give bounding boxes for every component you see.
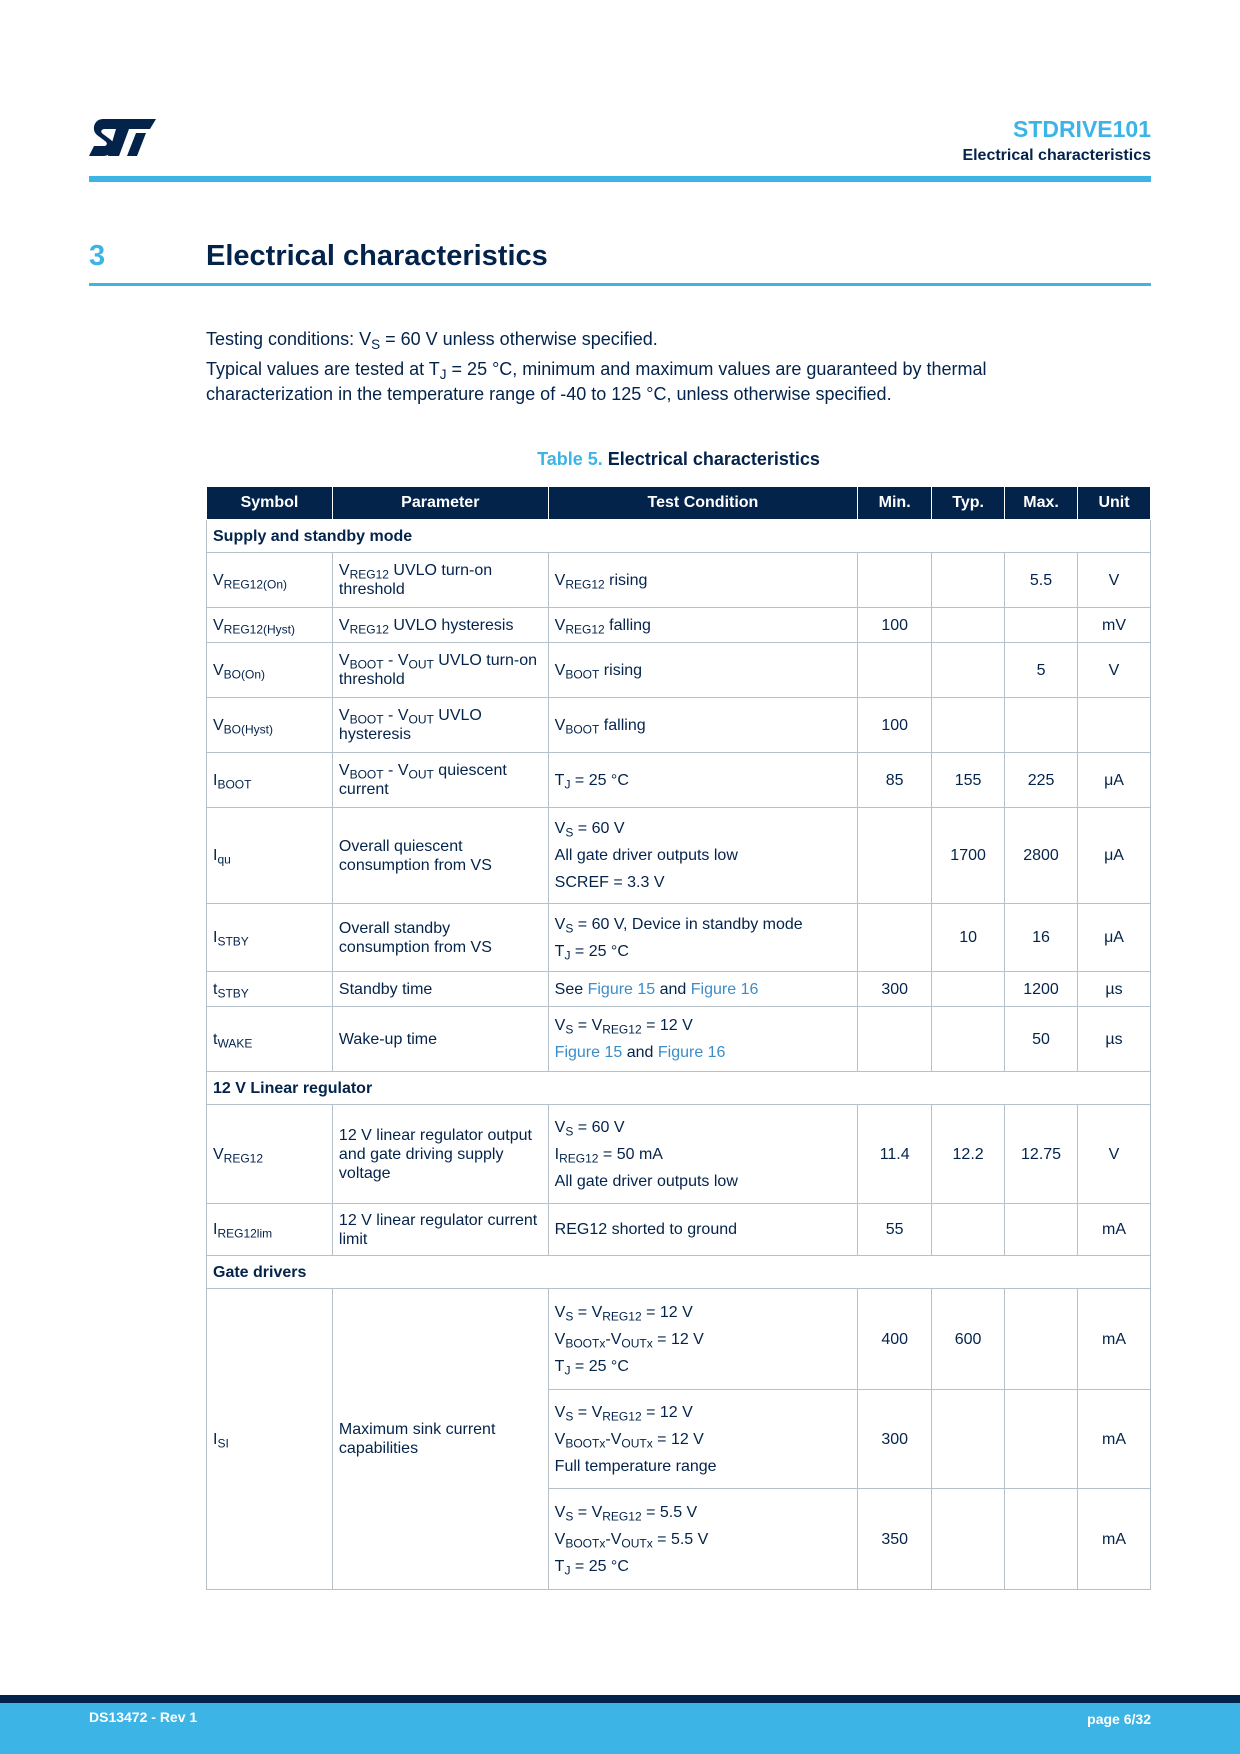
max-cell <box>1005 698 1078 753</box>
max-cell <box>1005 1390 1078 1489</box>
min-cell <box>858 904 932 972</box>
symbol-cell: $I_{STBY}$ <box>207 904 333 972</box>
parameter-cell: $V_{BOOT} - V_{OUT}$ UVLO hysteresis <box>332 698 548 753</box>
table-row <box>207 608 1151 643</box>
condition-cell: $V_S = 60$ V $I_{REG12} = 50$ mA All gate driver outputs low <box>548 1105 858 1204</box>
typical-values-paragraph: Typical values are tested at $T_J = 25$ °C, minimum and maximum values are guaranteed by thermal characterization in the temperature range of -40 to 125 °C, unless otherwise specified. <box>206 359 987 404</box>
figure-16-link[interactable]: Figure 16 <box>657 1044 726 1061</box>
max-cell: 1200 <box>1005 972 1078 1007</box>
header-product-name: STDRIVE101 <box>1012 116 1151 142</box>
section-row-supply <box>207 520 1151 553</box>
symbol-cell: $V_{BO(Hyst)}$ <box>207 698 333 753</box>
table-header-row <box>207 487 1151 520</box>
parameter-cell: $V_{REG12}$ UVLO turn-on threshold <box>332 553 548 608</box>
max-cell: 5 <box>1005 643 1078 698</box>
typ-cell <box>932 1390 1005 1489</box>
min-cell: 300 <box>858 1390 932 1489</box>
condition-cell: REG12 shorted to ground <box>548 1204 858 1256</box>
condition-cell: $V_S = 60$ V, Device in standby mode $T_J = 25$ °C <box>548 904 858 972</box>
section-label: 12 V Linear regulator <box>207 1072 1151 1105</box>
st-logo <box>89 119 156 156</box>
table-row <box>207 1007 1151 1072</box>
unit-cell: mV <box>1078 608 1151 643</box>
section-number: 3 <box>89 240 106 272</box>
parameter-cell: Overall standby consumption from VS <box>332 904 548 972</box>
condition-cell: See Figure 15 and Figure 16 <box>548 972 858 1007</box>
typ-cell: 10 <box>932 904 1005 972</box>
parameter-cell: $V_{BOOT} - V_{OUT}$ UVLO turn-on threshold <box>332 643 548 698</box>
col-header-symbol: Symbol <box>207 487 333 520</box>
condition-cell: $V_S = V_{REG12} = 12$ V Figure 15 and Figure 16 <box>548 1007 858 1072</box>
max-cell: 2800 <box>1005 808 1078 904</box>
max-cell <box>1005 1289 1078 1390</box>
min-cell <box>858 1007 932 1072</box>
min-cell: 100 <box>858 698 932 753</box>
condition-cell: $V_S = 60$ V All gate driver outputs low SCREF = 3.3 V <box>548 808 858 904</box>
unit-cell: V <box>1078 553 1151 608</box>
typ-cell <box>932 553 1005 608</box>
typ-cell <box>932 643 1005 698</box>
section-label: Supply and standby mode <box>207 520 1151 553</box>
parameter-cell: Overall quiescent consumption from VS <box>332 808 548 904</box>
min-cell <box>858 643 932 698</box>
section-label: Gate drivers <box>207 1256 1151 1289</box>
symbol-cell: $I_{BOOT}$ <box>207 753 333 808</box>
condition-cell: $V_S = V_{REG12} = 5.5$ V $V_{BOOTx}-V_{OUTx} = 5.5$ V $T_J = 25$ °C <box>548 1489 858 1590</box>
condition-cell: $V_{REG12}$ falling <box>548 608 858 643</box>
typ-cell <box>932 608 1005 643</box>
condition-cell: $V_S = V_{REG12} = 12$ V $V_{BOOTx}-V_{OUTx} = 12$ V Full temperature range <box>548 1390 858 1489</box>
condition-cell: $V_{REG12}$ rising <box>548 553 858 608</box>
max-cell: 5.5 <box>1005 553 1078 608</box>
section-rule <box>89 283 1151 286</box>
condition-cell: $T_J = 25$ °C <box>548 753 858 808</box>
parameter-cell: Maximum sink current capabilities <box>332 1289 548 1590</box>
max-cell: 50 <box>1005 1007 1078 1072</box>
min-cell: 11.4 <box>858 1105 932 1204</box>
section-row-gate-drivers <box>207 1256 1151 1289</box>
min-cell: 300 <box>858 972 932 1007</box>
parameter-cell: 12 V linear regulator output and gate driving supply voltage <box>332 1105 548 1204</box>
unit-cell: μA <box>1078 753 1151 808</box>
unit-cell: μA <box>1078 808 1151 904</box>
table-row <box>207 972 1151 1007</box>
testing-conditions-paragraph: Testing conditions: $V_S = 60$ V unless otherwise specified. <box>206 329 658 352</box>
unit-cell: μA <box>1078 904 1151 972</box>
symbol-cell: $t_{WAKE}$ <box>207 1007 333 1072</box>
parameter-cell: Standby time <box>332 972 548 1007</box>
typ-cell <box>932 698 1005 753</box>
figure-15-link[interactable]: Figure 15 <box>554 1044 623 1061</box>
min-cell <box>858 553 932 608</box>
col-header-typ: Typ. <box>932 487 1005 520</box>
section-row-linear-regulator <box>207 1072 1151 1105</box>
max-cell: 225 <box>1005 753 1078 808</box>
header-rule <box>89 176 1151 182</box>
table-row <box>207 643 1151 698</box>
symbol-cell: $V_{REG12(Hyst)}$ <box>207 608 333 643</box>
footer-doc-id: DS13472 - Rev 1 <box>89 1709 198 1725</box>
max-cell <box>1005 1489 1078 1590</box>
footer-dark-band <box>0 1695 1240 1703</box>
typ-cell: 1700 <box>932 808 1005 904</box>
typ-cell <box>932 1489 1005 1590</box>
typ-cell: 600 <box>932 1289 1005 1390</box>
min-cell: 400 <box>858 1289 932 1390</box>
table-row <box>207 904 1151 972</box>
unit-cell: mA <box>1078 1289 1151 1390</box>
parameter-cell: 12 V linear regulator current limit <box>332 1204 548 1256</box>
parameter-cell: $V_{REG12}$ UVLO hysteresis <box>332 608 548 643</box>
condition-cell: $V_{BOOT}$ falling <box>548 698 858 753</box>
section-title: Electrical characteristics <box>206 240 548 272</box>
table-row <box>207 1105 1151 1204</box>
min-cell: 85 <box>858 753 932 808</box>
symbol-cell: $V_{REG12(On)}$ <box>207 553 333 608</box>
figure-16-link[interactable]: Figure 16 <box>690 980 759 998</box>
symbol-cell: $I_{qu}$ <box>207 808 333 904</box>
min-cell: 55 <box>858 1204 932 1256</box>
max-cell: 16 <box>1005 904 1078 972</box>
col-header-unit: Unit <box>1078 487 1151 520</box>
unit-cell: V <box>1078 1105 1151 1204</box>
footer-page-number: page 6/32 <box>1087 1711 1151 1727</box>
unit-cell: mA <box>1078 1204 1151 1256</box>
unit-cell: mA <box>1078 1390 1151 1489</box>
condition-cell: $V_S = V_{REG12} = 12$ V $V_{BOOTx}-V_{OUTx} = 12$ V $T_J = 25$ °C <box>548 1289 858 1390</box>
parameter-cell: $V_{BOOT} - V_{OUT}$ quiescent current <box>332 753 548 808</box>
table-row <box>207 1289 1151 1390</box>
col-header-parameter: Parameter <box>332 487 548 520</box>
min-cell: 350 <box>858 1489 932 1590</box>
min-cell: 100 <box>858 608 932 643</box>
min-cell <box>858 808 932 904</box>
max-cell <box>1005 1204 1078 1256</box>
typ-cell <box>932 1204 1005 1256</box>
unit-cell: µs <box>1078 972 1151 1007</box>
col-header-max: Max. <box>1005 487 1078 520</box>
col-header-test-condition: Test Condition <box>548 487 858 520</box>
table-title: Electrical characteristics <box>607 449 820 469</box>
parameter-cell: Wake-up time <box>332 1007 548 1072</box>
condition-cell: $V_{BOOT}$ rising <box>548 643 858 698</box>
table-row <box>207 698 1151 753</box>
unit-cell: mA <box>1078 1489 1151 1590</box>
unit-cell: µs <box>1078 1007 1151 1072</box>
symbol-cell: $I_{REG12lim}$ <box>207 1204 333 1256</box>
col-header-min: Min. <box>858 487 932 520</box>
table-row <box>207 753 1151 808</box>
table-row <box>207 553 1151 608</box>
symbol-cell: $I_{SI}$ <box>207 1289 333 1590</box>
figure-15-link[interactable]: Figure 15 <box>587 980 656 998</box>
typ-cell <box>932 972 1005 1007</box>
unit-cell <box>1078 698 1151 753</box>
typ-cell <box>932 1007 1005 1072</box>
typ-cell: 155 <box>932 753 1005 808</box>
electrical-characteristics-table <box>206 486 1151 1590</box>
typ-cell: 12.2 <box>932 1105 1005 1204</box>
table-number: Table 5. <box>537 449 603 469</box>
table-row <box>207 808 1151 904</box>
table-caption <box>206 449 1151 470</box>
unit-cell: V <box>1078 643 1151 698</box>
header-section-name: Electrical characteristics <box>962 147 1151 164</box>
max-cell <box>1005 608 1078 643</box>
table-row <box>207 1204 1151 1256</box>
max-cell: 12.75 <box>1005 1105 1078 1204</box>
symbol-cell: $V_{REG12}$ <box>207 1105 333 1204</box>
symbol-cell: $V_{BO(On)}$ <box>207 643 333 698</box>
symbol-cell: $t_{STBY}$ <box>207 972 333 1007</box>
